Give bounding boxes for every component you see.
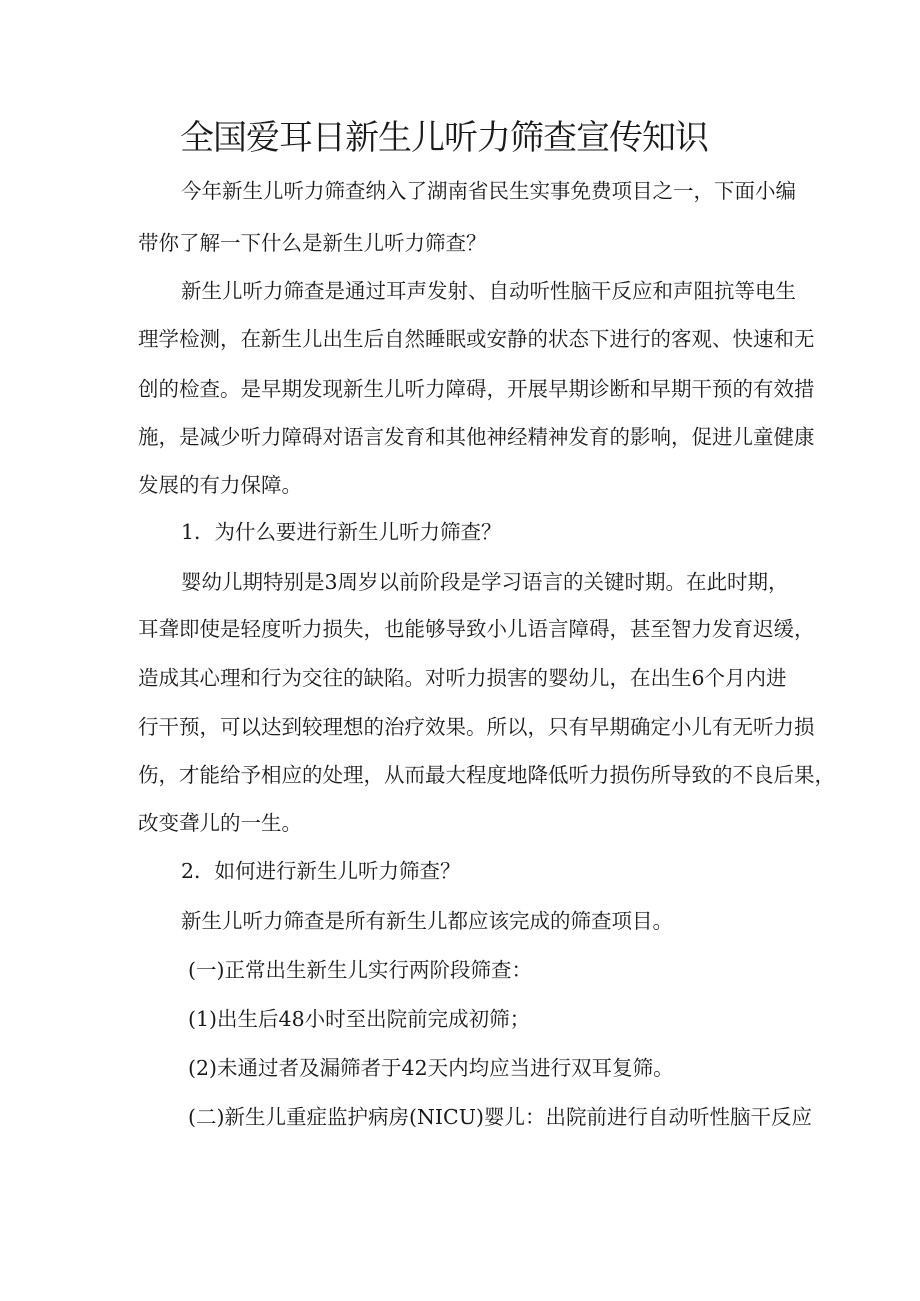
paragraph-line: 改变聋儿的一生。 [138,811,302,835]
paragraph-line: 施，是减少听力障碍对语言发育和其他神经精神发育的影响，促进儿童健康 [138,425,815,449]
paragraph-line: 婴幼儿期特别是3周岁以前阶段是学习语言的关键时期。在此时期， [181,570,789,594]
paragraph-line: 耳聋即使是轻度听力损失，也能够导致小儿语言障碍，甚至智力发育迟缓， [138,617,815,641]
paragraph-line: 造成其心理和行为交往的缺陷。对听力损害的婴幼儿，在出生6个月内进 [138,666,787,690]
section-heading: 1．为什么要进行新生儿听力筛查？ [181,520,502,544]
paragraph-line: 新生儿听力筛查是所有新生儿都应该完成的筛查项目。 [181,909,673,933]
paragraph-line: 新生儿听力筛查是通过耳声发射、自动听性脑干反应和声阻抗等电生 [181,279,796,303]
paragraph-line: 伤，才能给予相应的处理，从而最大程度地降低听力损伤所导致的不良后果， [138,763,835,787]
list-item: (1)出生后48小时至出院前完成初筛； [188,1007,531,1031]
paragraph-line: 理学检测，在新生儿出生后自然睡眠或安静的状态下进行的客观、快速和无 [138,327,815,351]
paragraph-line: 今年新生儿听力筛查纳入了湖南省民生实事免费项目之一，下面小编 [181,179,796,203]
document-title: 全国爱耳日新生儿听力筛查宣传知识 [180,118,708,158]
list-item: (二)新生儿重症监护病房(NICU)婴儿：出院前进行自动听性脑干反应 [188,1105,812,1129]
paragraph-line: 发展的有力保障。 [138,473,302,497]
list-item: (一)正常出生新生儿实行两阶段筛查： [188,958,532,982]
list-item: (2)未通过者及漏筛者于42天内均应当进行双耳复筛。 [188,1056,674,1080]
section-heading: 2．如何进行新生儿听力筛查？ [181,859,461,883]
paragraph-line: 创的检查。是早期发现新生儿听力障碍，开展早期诊断和早期干预的有效措 [138,377,815,401]
paragraph-line: 带你了解一下什么是新生儿听力筛查？ [138,231,487,255]
paragraph-line: 行干预，可以达到较理想的治疗效果。所以，只有早期确定小儿有无听力损 [138,715,815,739]
